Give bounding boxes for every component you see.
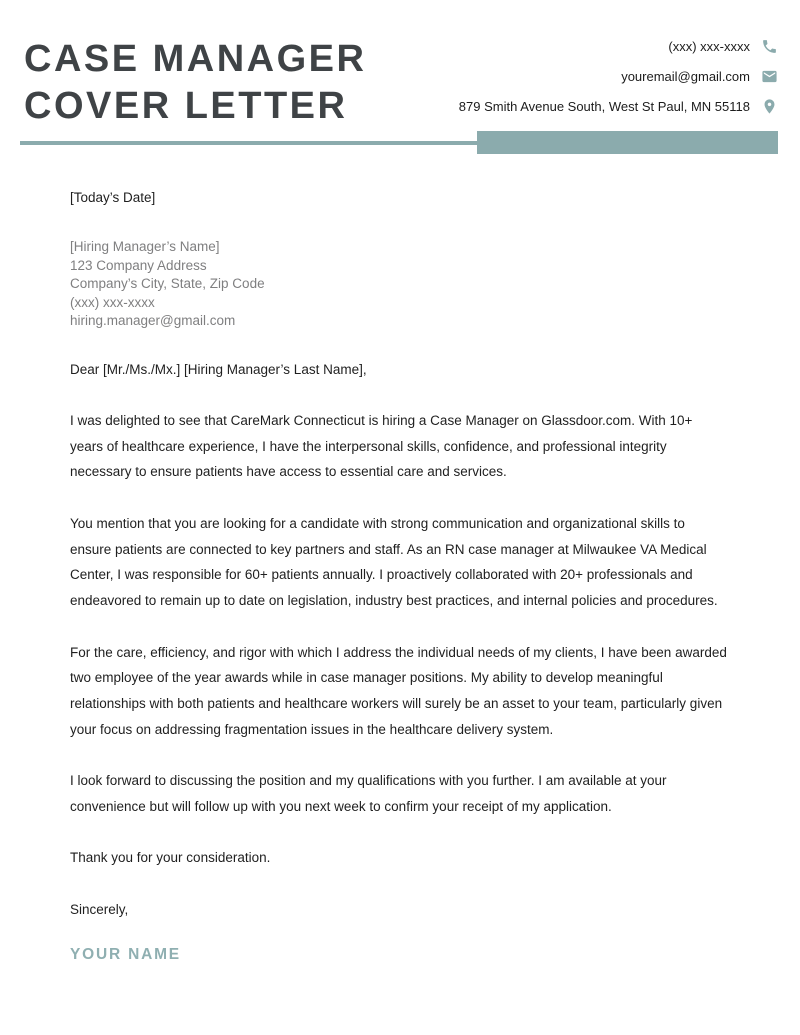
recipient-city-state-zip: Company’s City, State, Zip Code bbox=[70, 276, 265, 291]
letter-body bbox=[0, 153, 800, 964]
closing-line: Sincerely, bbox=[70, 901, 129, 917]
signature-name: YOUR NAME bbox=[70, 945, 181, 963]
header bbox=[0, 0, 800, 130]
divider-thin-line bbox=[20, 141, 477, 145]
recipient-address: 123 Company Address bbox=[70, 257, 207, 273]
location-pin-icon bbox=[761, 98, 778, 115]
header-divider bbox=[20, 131, 778, 154]
recipient-email: hiring.manager@gmail.com bbox=[70, 313, 236, 328]
recipient-phone: (xxx) xxx-xxxx bbox=[70, 294, 155, 310]
email-icon bbox=[761, 68, 778, 85]
title-line-1: CASE MANAGER bbox=[24, 38, 367, 80]
paragraph-achievements: For the care, efficiency, and rigor with which I address the individual needs of my clients, I have been awarded two employee of the year awards while in case manager positions. My ability to develop meaningful relationships with both patients and healthcare workers will surely be an asset to your team, particularly given your focus on addressing fragmentation issues in the healthcare delivery system. bbox=[70, 644, 727, 737]
recipient-block bbox=[70, 238, 728, 331]
recipient-name: [Hiring Manager’s Name] bbox=[70, 239, 220, 254]
contact-phone: (xxx) xxx-xxxx bbox=[668, 39, 750, 54]
contact-row-phone bbox=[459, 38, 778, 55]
contact-email: youremail@gmail.com bbox=[621, 69, 750, 84]
contact-row-address bbox=[459, 98, 778, 115]
paragraph-experience: You mention that you are looking for a candidate with strong communication and organizational skills to ensure patients are connected to key partners and staff. As an RN case manager at Milwaukee VA Medical Center, I was responsible for 60+ patients annually. I proactively collaborated with 20+ professionals and endeavored to remain up to date on legislation, industry best practices, and internal policies and procedures. bbox=[70, 515, 718, 609]
paragraph-intro: I was delighted to see that CareMark Connecticut is hiring a Case Manager on Glassdoor.com. With 10+ years of healthcare experience, I have the interpersonal skills, confidence, and professional integrity necessary to ensure patients have access to essential care and services. bbox=[70, 413, 693, 480]
salutation: Dear [Mr./Ms./Mx.] [Hiring Manager’s Last Name], bbox=[70, 361, 367, 377]
date-placeholder: [Today’s Date] bbox=[70, 190, 156, 205]
phone-icon bbox=[761, 38, 778, 55]
contact-info bbox=[459, 38, 778, 128]
contact-row-email bbox=[459, 68, 778, 85]
contact-address: 879 Smith Avenue South, West St Paul, MN 55118 bbox=[458, 99, 750, 114]
divider-accent-block bbox=[477, 131, 778, 154]
title-line-2: COVER LETTER bbox=[24, 85, 348, 127]
thanks-line: Thank you for your consideration. bbox=[70, 850, 271, 866]
paragraph-follow-up: I look forward to discussing the position and my qualifications with you further. I am available at your convenience but will follow up with you next week to confirm your receipt of my application. bbox=[70, 773, 667, 814]
document-title bbox=[24, 36, 366, 130]
